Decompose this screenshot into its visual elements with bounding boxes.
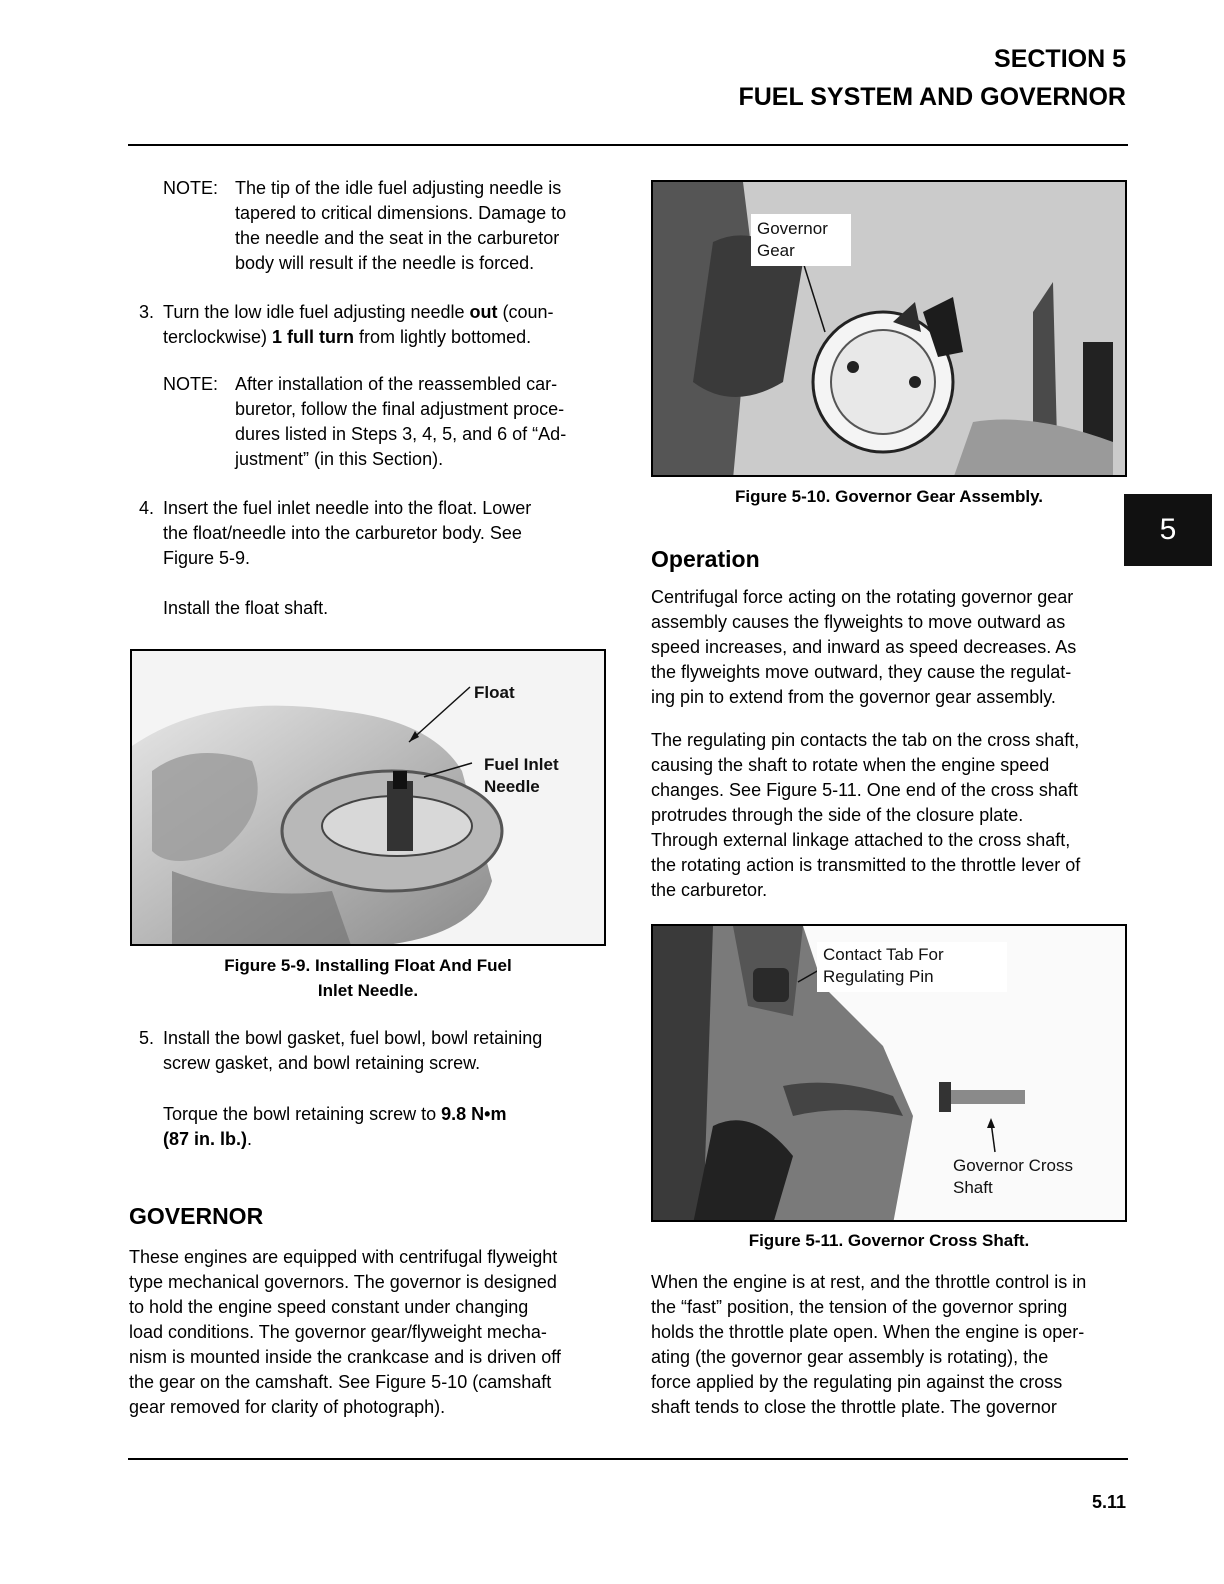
step-number: 5. [139,1028,155,1048]
figure-5-9-caption: Figure 5-9. Installing Float And Fuel Inlet Needle. [224,956,512,1000]
operation-heading: Operation [651,546,760,572]
note-label: NOTE: [163,374,219,394]
note-line: dures listed in Steps 3, 4, 5, and 6 of “Ad- [235,424,567,444]
label-governor-cross-shaft-2: Shaft [953,1178,993,1197]
note-final-adjustment [163,372,623,476]
label-governor-gear: Governor [757,219,828,238]
section-number: SECTION 5 [994,45,1126,73]
label-float: Float [474,683,515,702]
header-rule [128,144,1128,146]
install-float-shaft: Install the float shaft. [163,598,329,618]
operation-paragraph-2: The regulating pin contacts the tab on the cross shaft, causing the shaft to rotate when the engine speed changes. See Figure 5-11. One end of the cross shaft protrudes through the side of the closure plate. Through external linkage attached to the cross shaft, the rotating action is transmitted to the throttle lever of the carburetor. [651,730,1081,900]
section-tab: 5 [1124,494,1212,566]
torque-spec: Torque the bowl retaining screw to 9.8 N•m (87 in. lb.). [163,1104,507,1149]
label-fuel-inlet-needle: Fuel Inlet [484,755,559,774]
note-line: buretor, follow the final adjustment proce- [235,399,565,419]
step-number: 4. [139,498,155,518]
figure-5-10-caption: Figure 5-10. Governor Gear Assembly. [734,487,1043,506]
label-contact-tab: Contact Tab For [823,945,944,964]
note-line: tapered to critical dimensions. Damage to [235,203,567,223]
label-governor-gear-2: Gear [757,241,795,260]
note-line: the needle and the seat in the carburetor [235,228,560,248]
governor-paragraph: These engines are equipped with centrifugal flyweight type mechanical governors. The governor is designed to hold the engine speed constant under changing load conditions. The governor gear/flyweight mecha- nism is mounted inside the crankcase and is driven off the gear on the camshaft. See Figure 5-10 (camshaft gear removed for clarity of photograph). [129,1247,561,1417]
note-line: The tip of the idle fuel adjusting needle is [235,178,562,198]
figure-5-11-caption: Figure 5-11. Governor Cross Shaft. [748,1231,1030,1250]
note-idle-needle [163,176,623,280]
label-governor-cross-shaft: Governor Cross [953,1156,1073,1175]
note-line: After installation of the reassembled car- [235,374,558,394]
figure-5-11-photo [651,924,1127,1222]
footer-rule [128,1458,1128,1460]
figure-5-9-photo [130,649,606,946]
step-4: 4. Insert the fuel inlet needle into the float. Lower the float/needle into the carburetor body. See Figure 5-9. [139,498,532,568]
note-line: body will result if the needle is forced. [235,253,535,273]
note-label: NOTE: [163,178,219,198]
governor-gear-illustration [653,182,1127,477]
float-photo-illustration [132,651,606,946]
label-contact-tab-2: Regulating Pin [823,967,934,986]
operation-paragraph-1: Centrifugal force acting on the rotating governor gear assembly causes the flyweights to move outward as speed increases, and inward as speed decreases. As the flyweights move outward, they cause the regulat- ing pin to extend from the governor gear assembly. [651,587,1077,707]
note-line: justment” (in this Section). [235,449,444,469]
label-fuel-inlet-needle-2: Needle [484,777,540,796]
figure-5-10-photo [651,180,1127,477]
operation-paragraph-3: When the engine is at rest, and the throttle control is in the “fast” position, the tension of the governor spring holds the throttle plate open. When the engine is oper- ating (the governor gear assembly is rotating), the force applied by the regulating pin against the cross shaft tends to close the throttle plate. The governor [651,1272,1087,1417]
step-number: 3. [139,302,155,322]
page-number: 5.11 [1091,1492,1126,1512]
governor-heading: GOVERNOR [129,1203,264,1229]
section-title: FUEL SYSTEM AND GOVERNOR [738,83,1126,111]
step-3: 3. Turn the low idle fuel adjusting needle out (coun- terclockwise) 1 full turn from lightly bottomed. [139,302,554,347]
step-5: 5. Install the bowl gasket, fuel bowl, bowl retaining screw gasket, and bowl retaining screw. [139,1028,543,1073]
